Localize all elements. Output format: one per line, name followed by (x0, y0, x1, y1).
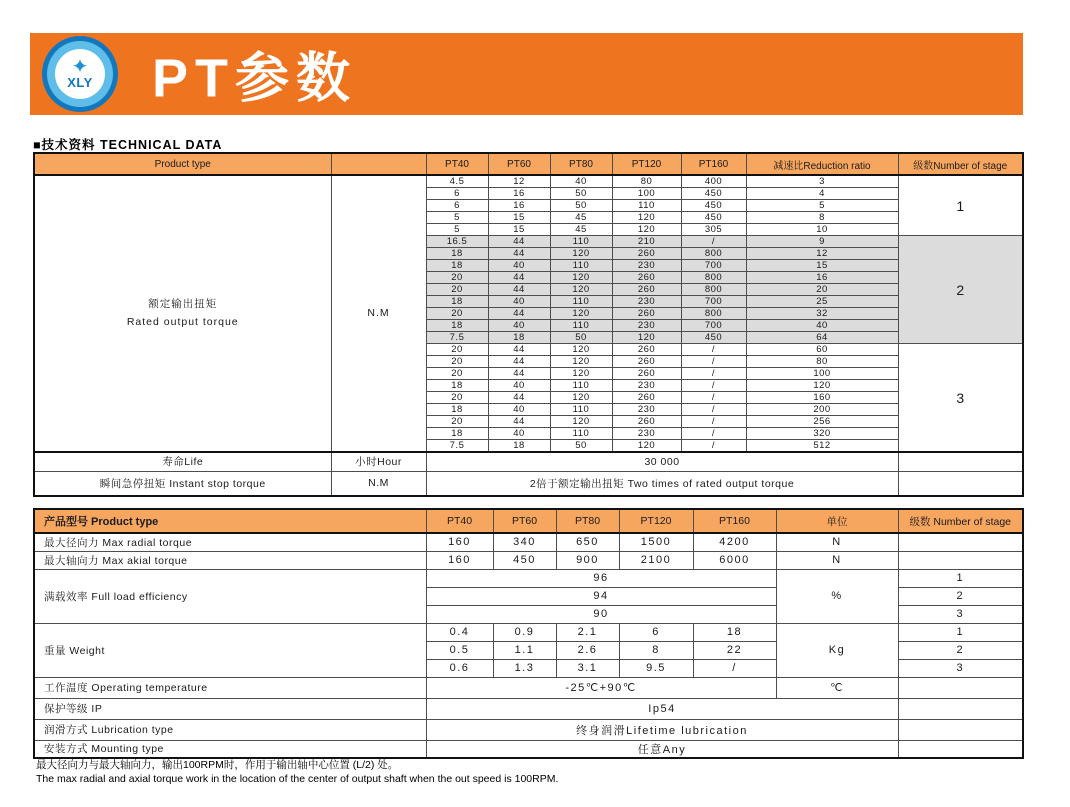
lubrication-row (34, 719, 1023, 740)
torque-value-cell: 20 (426, 356, 488, 368)
torque-value-cell: 120 (550, 368, 612, 380)
torque-value-cell: 18 (426, 380, 488, 392)
spec-value-cell: 160 (426, 533, 493, 551)
torque-value-cell: 260 (612, 308, 681, 320)
spec-stage-cell (898, 533, 1023, 551)
torque-value-cell: 44 (488, 368, 550, 380)
mounting-stage-cell (898, 740, 1023, 758)
t1-header-pt160: PT160 (681, 153, 746, 175)
torque-value-cell: / (681, 428, 746, 440)
t2-header-pt160: PT160 (693, 509, 776, 533)
torque-value-cell: 50 (550, 440, 612, 453)
torque-value-cell: / (681, 236, 746, 248)
torque-value-cell: 6 (426, 188, 488, 200)
torque-value-cell: 800 (681, 308, 746, 320)
ip-row (34, 698, 1023, 719)
product-spec-table (33, 508, 1024, 759)
torque-value-cell: 260 (612, 248, 681, 260)
weight-value-cell: 0.5 (426, 641, 493, 659)
torque-value-cell: 6 (426, 200, 488, 212)
efficiency-value-cell: 96 (426, 569, 776, 587)
torque-value-cell: 260 (612, 344, 681, 356)
footnote (36, 759, 558, 786)
weight-value-cell: 1.3 (493, 659, 556, 677)
reduction-ratio-cell: 5 (746, 200, 898, 212)
weight-row (34, 623, 1023, 641)
torque-label-en: Rated output torque (126, 315, 239, 328)
spec-row (34, 551, 1023, 569)
instant-stop-row (34, 471, 1023, 496)
efficiency-value-cell: 90 (426, 605, 776, 623)
reduction-ratio-cell: 64 (746, 332, 898, 344)
torque-value-cell: 18 (488, 332, 550, 344)
torque-value-cell: 44 (488, 236, 550, 248)
torque-value-cell: 44 (488, 344, 550, 356)
torque-value-cell: 110 (550, 260, 612, 272)
t1-header-pt40: PT40 (426, 153, 488, 175)
weight-value-cell: 0.9 (493, 623, 556, 641)
spec-stage-cell (898, 551, 1023, 569)
torque-row (34, 175, 1023, 188)
torque-value-cell: 44 (488, 272, 550, 284)
spec-unit-cell: N (776, 551, 898, 569)
torque-value-cell: 7.5 (426, 332, 488, 344)
t2-header-row (34, 509, 1023, 533)
torque-value-cell: 120 (612, 212, 681, 224)
torque-value-cell: 700 (681, 260, 746, 272)
reduction-ratio-cell: 40 (746, 320, 898, 332)
torque-value-cell: 44 (488, 356, 550, 368)
torque-value-cell: 4.5 (426, 175, 488, 188)
reduction-ratio-cell: 100 (746, 368, 898, 380)
torque-value-cell: 50 (550, 188, 612, 200)
t2-header-pt120: PT120 (619, 509, 693, 533)
logo-inner-circle (55, 49, 105, 99)
torque-value-cell: 20 (426, 284, 488, 296)
logo-ring (47, 41, 113, 107)
torque-value-cell: 40 (488, 428, 550, 440)
spec-value-cell: 2100 (619, 551, 693, 569)
torque-value-cell: 16 (488, 188, 550, 200)
torque-value-cell: 120 (612, 224, 681, 236)
torque-value-cell: 120 (550, 248, 612, 260)
torque-value-cell: 18 (426, 260, 488, 272)
spec-value-cell: 160 (426, 551, 493, 569)
spec-value-cell: 340 (493, 533, 556, 551)
reduction-ratio-cell: 256 (746, 416, 898, 428)
torque-value-cell: 120 (612, 332, 681, 344)
technical-data-table (33, 152, 1024, 497)
torque-value-cell: 20 (426, 368, 488, 380)
torque-value-cell: 120 (550, 356, 612, 368)
torque-value-cell: / (681, 392, 746, 404)
weight-value-cell: 6 (619, 623, 693, 641)
torque-value-cell: 20 (426, 392, 488, 404)
ip-stage-cell (898, 698, 1023, 719)
footnote-line-en: The max radial and axial torque work in the location of the center of output shaft when the out speed is 100RPM. (36, 772, 559, 785)
torque-value-cell: 40 (488, 380, 550, 392)
torque-value-cell: 44 (488, 284, 550, 296)
torque-value-cell: 20 (426, 272, 488, 284)
torque-value-cell: 15 (488, 212, 550, 224)
torque-value-cell: 50 (550, 200, 612, 212)
instant-unit-cell: N.M (331, 471, 426, 496)
torque-value-cell: 450 (681, 188, 746, 200)
weight-label-cell: 重量 Weight (34, 623, 426, 677)
ip-value-cell: Ip54 (426, 698, 898, 719)
torque-value-cell: 18 (426, 428, 488, 440)
lubrication-label-cell: 润滑方式 Lubrication type (34, 719, 426, 740)
torque-value-cell: 260 (612, 368, 681, 380)
torque-value-cell: 44 (488, 416, 550, 428)
torque-value-cell: 40 (550, 175, 612, 188)
torque-value-cell: 18 (426, 296, 488, 308)
temperature-stage-cell (898, 677, 1023, 698)
torque-value-cell: 40 (488, 404, 550, 416)
torque-value-cell: 305 (681, 224, 746, 236)
efficiency-stage-cell: 3 (898, 605, 1023, 623)
torque-value-cell: 5 (426, 212, 488, 224)
lubrication-value-cell: 终身润滑Lifetime lubrication (426, 719, 898, 740)
spec-value-cell: 1500 (619, 533, 693, 551)
temperature-row (34, 677, 1023, 698)
reduction-ratio-cell: 9 (746, 236, 898, 248)
torque-value-cell: 110 (550, 236, 612, 248)
weight-value-cell: 9.5 (619, 659, 693, 677)
torque-value-cell: 110 (550, 320, 612, 332)
torque-value-cell: 450 (681, 332, 746, 344)
star-icon: ✦ (71, 56, 89, 78)
torque-value-cell: 18 (426, 248, 488, 260)
life-stage-cell (898, 452, 1023, 471)
torque-value-cell: 18 (488, 440, 550, 453)
torque-value-cell: 44 (488, 392, 550, 404)
reduction-ratio-cell: 15 (746, 260, 898, 272)
torque-value-cell: / (681, 344, 746, 356)
page-title: PT参数 (152, 48, 358, 109)
torque-value-cell: 450 (681, 212, 746, 224)
weight-value-cell: 3.1 (556, 659, 619, 677)
ip-label-cell: 保护等级 IP (34, 698, 426, 719)
torque-value-cell: 40 (488, 320, 550, 332)
efficiency-row (34, 569, 1023, 587)
torque-value-cell: 120 (550, 272, 612, 284)
weight-value-cell: 2.6 (556, 641, 619, 659)
torque-value-cell: 120 (550, 416, 612, 428)
life-label-cell: 寿命Life (34, 452, 331, 471)
efficiency-label-cell: 满载效率 Full load efficiency (34, 569, 426, 623)
brand-logo (42, 36, 118, 112)
torque-value-cell: 400 (681, 175, 746, 188)
torque-value-cell: / (681, 356, 746, 368)
instant-stage-cell (898, 471, 1023, 496)
stage-group-cell: 3 (898, 344, 1023, 453)
torque-value-cell: 20 (426, 416, 488, 428)
torque-value-cell: 100 (612, 188, 681, 200)
lubrication-stage-cell (898, 719, 1023, 740)
torque-value-cell: 230 (612, 404, 681, 416)
t2-header-number-of-stage: 级数 Number of stage (898, 509, 1023, 533)
header-banner (30, 33, 1023, 115)
weight-stage-cell: 1 (898, 623, 1023, 641)
torque-value-cell: 110 (550, 428, 612, 440)
torque-value-cell: 260 (612, 392, 681, 404)
torque-value-cell: 40 (488, 260, 550, 272)
torque-value-cell: 800 (681, 284, 746, 296)
weight-value-cell: 8 (619, 641, 693, 659)
torque-value-cell: 230 (612, 428, 681, 440)
temperature-label-cell: 工作温度 Operating temperature (34, 677, 426, 698)
footnote-line-cn: 最大径向力与最大轴向力，输出100RPM时，作用于输出轴中心位置 (L/2) 处。 (36, 759, 399, 771)
torque-value-cell: 50 (550, 332, 612, 344)
t2-header-pt60: PT60 (493, 509, 556, 533)
t1-header-pt60: PT60 (488, 153, 550, 175)
spec-label-cell: 最大轴向力 Max akial torque (34, 551, 426, 569)
torque-value-cell: 230 (612, 296, 681, 308)
stage-group-cell: 2 (898, 236, 1023, 344)
weight-value-cell: 18 (693, 623, 776, 641)
torque-label-cell (34, 175, 331, 452)
torque-value-cell: 7.5 (426, 440, 488, 453)
torque-value-cell: / (681, 380, 746, 392)
t1-header-pt120: PT120 (612, 153, 681, 175)
torque-value-cell: 230 (612, 320, 681, 332)
life-value-cell: 30 000 (426, 452, 898, 471)
reduction-ratio-cell: 12 (746, 248, 898, 260)
torque-value-cell: 45 (550, 224, 612, 236)
efficiency-unit-cell: % (776, 569, 898, 623)
reduction-ratio-cell: 32 (746, 308, 898, 320)
efficiency-stage-cell: 1 (898, 569, 1023, 587)
torque-value-cell: 44 (488, 248, 550, 260)
reduction-ratio-cell: 8 (746, 212, 898, 224)
torque-value-cell: 800 (681, 272, 746, 284)
spec-value-cell: 4200 (693, 533, 776, 551)
efficiency-value-cell: 94 (426, 587, 776, 605)
spec-value-cell: 900 (556, 551, 619, 569)
temperature-value-cell: -25℃+90℃ (426, 677, 776, 698)
section-heading: ■技术资料 TECHNICAL DATA (33, 138, 223, 152)
life-unit-cell: 小时Hour (331, 452, 426, 471)
t1-header-blank (331, 153, 426, 175)
torque-value-cell: 800 (681, 248, 746, 260)
mounting-row (34, 740, 1023, 758)
reduction-ratio-cell: 200 (746, 404, 898, 416)
weight-value-cell: 2.1 (556, 623, 619, 641)
spec-value-cell: 6000 (693, 551, 776, 569)
torque-value-cell: 5 (426, 224, 488, 236)
torque-value-cell: / (681, 416, 746, 428)
weight-value-cell: 0.6 (426, 659, 493, 677)
torque-value-cell: 12 (488, 175, 550, 188)
torque-value-cell: 210 (612, 236, 681, 248)
reduction-ratio-cell: 60 (746, 344, 898, 356)
torque-value-cell: 120 (550, 284, 612, 296)
torque-value-cell: 44 (488, 308, 550, 320)
reduction-ratio-cell: 16 (746, 272, 898, 284)
weight-stage-cell: 2 (898, 641, 1023, 659)
torque-value-cell: 700 (681, 296, 746, 308)
reduction-ratio-cell: 10 (746, 224, 898, 236)
reduction-ratio-cell: 3 (746, 175, 898, 188)
torque-value-cell: 450 (681, 200, 746, 212)
t1-header-row (34, 153, 1023, 175)
reduction-ratio-cell: 4 (746, 188, 898, 200)
reduction-ratio-cell: 160 (746, 392, 898, 404)
torque-value-cell: 45 (550, 212, 612, 224)
reduction-ratio-cell: 20 (746, 284, 898, 296)
t1-header-reduction-ratio: 减速比Reduction ratio (746, 153, 898, 175)
torque-value-cell: 260 (612, 284, 681, 296)
spec-row (34, 533, 1023, 551)
torque-value-cell: 15 (488, 224, 550, 236)
torque-value-cell: 230 (612, 260, 681, 272)
torque-value-cell: 110 (550, 404, 612, 416)
torque-label-cn: 额定输出扭矩 (148, 297, 218, 310)
reduction-ratio-cell: 320 (746, 428, 898, 440)
weight-value-cell: / (693, 659, 776, 677)
t2-header-pt80: PT80 (556, 509, 619, 533)
torque-value-cell: 18 (426, 404, 488, 416)
torque-value-cell: / (681, 404, 746, 416)
torque-value-cell: 110 (550, 296, 612, 308)
torque-value-cell: 230 (612, 380, 681, 392)
weight-value-cell: 0.4 (426, 623, 493, 641)
stage-group-cell: 1 (898, 175, 1023, 236)
torque-value-cell: 20 (426, 308, 488, 320)
spec-unit-cell: N (776, 533, 898, 551)
efficiency-stage-cell: 2 (898, 587, 1023, 605)
torque-value-cell: 16.5 (426, 236, 488, 248)
torque-value-cell: 260 (612, 272, 681, 284)
life-row (34, 452, 1023, 471)
weight-value-cell: 1.1 (493, 641, 556, 659)
spec-value-cell: 450 (493, 551, 556, 569)
t1-header-product-type: Product type (34, 153, 331, 175)
temperature-unit-cell: ℃ (776, 677, 898, 698)
reduction-ratio-cell: 120 (746, 380, 898, 392)
reduction-ratio-cell: 512 (746, 440, 898, 453)
instant-label-cell: 瞬间急停扭矩 Instant stop torque (34, 471, 331, 496)
mounting-label-cell: 安装方式 Mounting type (34, 740, 426, 758)
torque-value-cell: 120 (550, 344, 612, 356)
spec-value-cell: 650 (556, 533, 619, 551)
torque-value-cell: 260 (612, 356, 681, 368)
t1-header-pt80: PT80 (550, 153, 612, 175)
t2-header-pt40: PT40 (426, 509, 493, 533)
instant-value-cell: 2倍于额定输出扭矩 Two times of rated output torque (426, 471, 898, 496)
t2-header-product-type: 产品型号 Product type (34, 509, 426, 533)
torque-value-cell: 120 (550, 392, 612, 404)
torque-value-cell: / (681, 368, 746, 380)
t1-header-number-of-stage: 级数Number of stage (898, 153, 1023, 175)
torque-value-cell: 16 (488, 200, 550, 212)
weight-value-cell: 22 (693, 641, 776, 659)
torque-value-cell: 20 (426, 344, 488, 356)
logo-text: XLY (67, 75, 93, 90)
weight-stage-cell: 3 (898, 659, 1023, 677)
torque-value-cell: 40 (488, 296, 550, 308)
torque-unit-cell: N.M (331, 175, 426, 452)
torque-value-cell: 260 (612, 416, 681, 428)
torque-value-cell: 80 (612, 175, 681, 188)
torque-value-cell: 700 (681, 320, 746, 332)
torque-value-cell: 120 (612, 440, 681, 453)
torque-value-cell: 120 (550, 308, 612, 320)
torque-value-cell: 110 (550, 380, 612, 392)
spec-label-cell: 最大径向力 Max radial torque (34, 533, 426, 551)
torque-value-cell: 110 (612, 200, 681, 212)
t2-header-unit: 单位 (776, 509, 898, 533)
torque-value-cell: / (681, 440, 746, 453)
mounting-value-cell: 任意Any (426, 740, 898, 758)
torque-value-cell: 18 (426, 320, 488, 332)
reduction-ratio-cell: 25 (746, 296, 898, 308)
weight-unit-cell: Kg (776, 623, 898, 677)
reduction-ratio-cell: 80 (746, 356, 898, 368)
